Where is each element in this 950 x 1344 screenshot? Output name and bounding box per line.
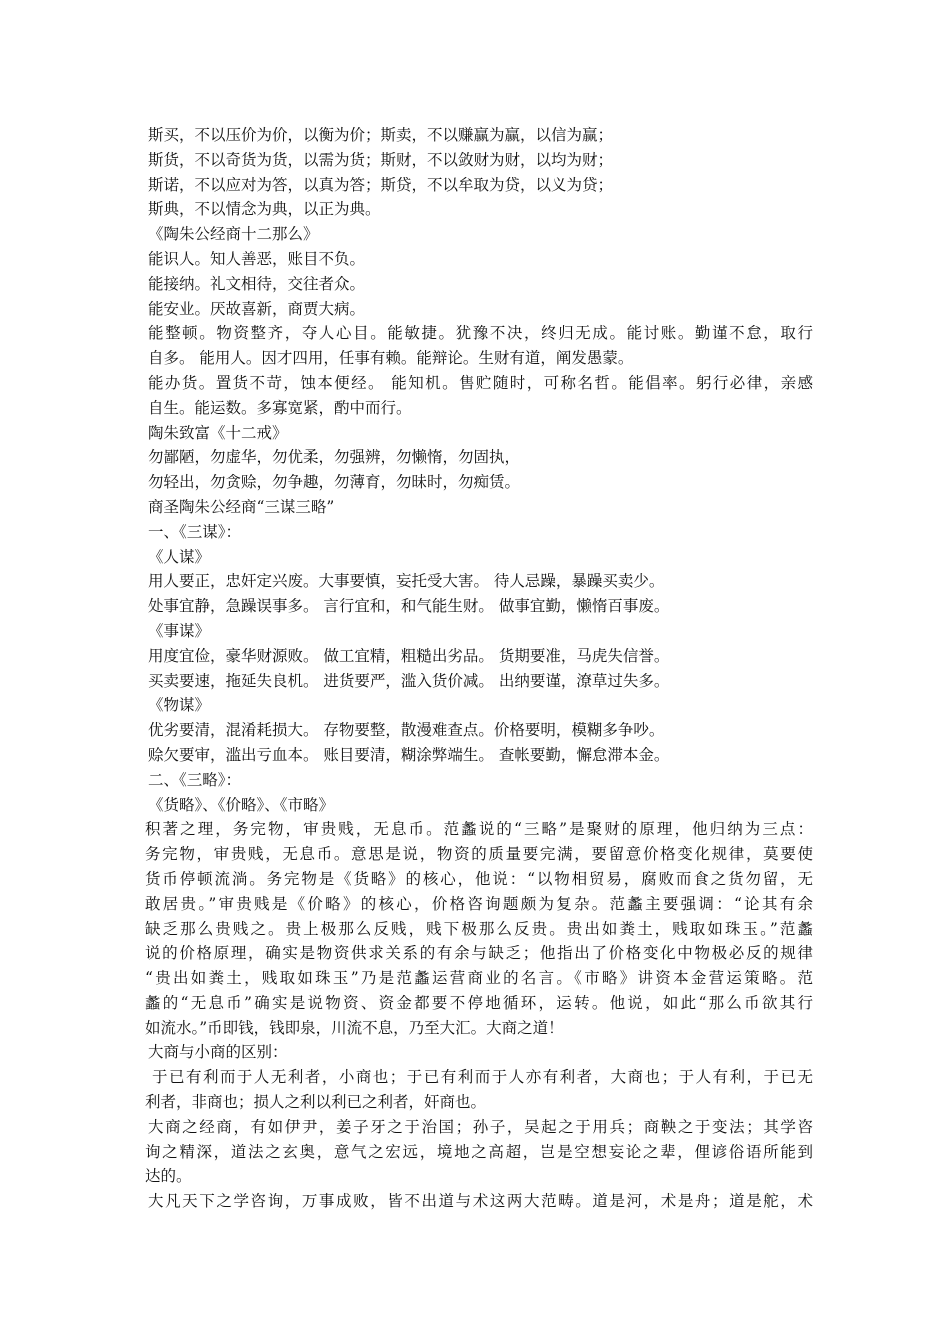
text-line: 陶朱致富《十二戒》	[148, 423, 288, 442]
text-line: 于已有利而于人无利者，小商也；于已有利而于人亦有利者，大商也；于人有利，于已无	[152, 1068, 813, 1087]
text-line: 勿轻出，勿贪赊，勿争趣，勿薄育，勿昧时，勿痴赁。	[148, 473, 521, 492]
text-line: 务完物，审贵贱，无息币。意思是说，物资的质量要完满，要留意价格变化规律，莫要使	[145, 845, 813, 864]
text-line: 勿鄙陋，勿虚华，勿优柔，勿强辨，勿懒惰，勿固执，	[148, 448, 521, 467]
text-line: 积著之理，务完物，审贵贱，无息币。范蠡说的“三略”是聚财的原理，他归纳为三点：	[145, 820, 813, 839]
text-line: 二、《三略》：	[148, 770, 242, 789]
text-line: 大凡天下之学咨询，万事成败，皆不出道与术这两大范畴。道是河，术是舟；道是舵，术	[148, 1192, 813, 1211]
text-line: 缺乏那么贵贱之。贵上极那么反贱，贱下极那么反贵。贵出如粪土，贱取如珠玉。”范蠡	[145, 919, 813, 938]
text-line: 《陶朱公经商十二那么》	[148, 225, 319, 244]
text-line: 能办货。置货不苛，蚀本便经。 能知机。售贮随时，可称名哲。能倡率。躬行必律，亲感	[148, 373, 813, 392]
text-line: 能识人。知人善恶，账目不负。	[148, 249, 366, 268]
text-line: 用度宜俭，豪华财源败。 做工宜精，粗糙出劣品。 货期要准，马虎失信誉。	[148, 646, 670, 665]
text-line: 能安业。厌故喜新，商贾大病。	[148, 299, 366, 318]
text-line: 斯货，不以奇货为货，以需为货；斯财，不以敛财为财，以均为财；	[148, 150, 614, 169]
text-line: 大商与小商的区别：	[148, 1043, 288, 1062]
text-line: 说的价格原理，确实是物资供求关系的有余与缺乏；他指出了价格变化中物极必反的规律	[145, 944, 813, 963]
text-line: 《货略》、《价略》、《市略》	[148, 795, 335, 814]
text-line: 商圣陶朱公经商“三谋三略”	[148, 497, 335, 516]
text-line: 货币停顿流淌。务完物是《货略》的核心，他说：“以物相贸易，腐败而食之货勿留，无	[145, 869, 813, 888]
text-line: 自生。能运数。多寡宽紧，酌中而行。	[148, 398, 412, 417]
text-line: 能整顿。物资整齐，夺人心目。能敏捷。犹豫不决，终归无成。能讨账。勤谨不怠，取行	[148, 324, 813, 343]
text-line: 能接纳。礼文相待，交往者众。	[148, 274, 366, 293]
text-line: 询之精深，道法之玄奥，意气之宏远，境地之高超，岂是空想妄论之辈，俚谚俗语所能到	[145, 1142, 813, 1161]
text-line: 敢居贵。”审贵贱是《价略》的核心，价格咨询题颇为复杂。范蠡主要强调：“论其有余	[145, 894, 813, 913]
text-line: 蠡的“无息币”确实是说物资、资金都要不停地循环，运转。他说，如此“那么币欲其行	[145, 993, 813, 1012]
text-line: 《物谋》	[148, 696, 211, 715]
text-line: 一、《三谋》：	[148, 522, 242, 541]
text-line: 优劣要清，混淆耗损大。 存物要整，散漫难查点。价格要明，模糊多争吵。	[148, 721, 665, 740]
text-line: 自多。 能用人。因才四用，任事有赖。能辩论。生财有道，阐发愚蒙。	[148, 349, 634, 368]
text-line: “贵出如粪土，贱取如珠玉”乃是范蠡运营商业的名言。《市略》讲资本金营运策略。范	[145, 969, 813, 988]
text-line: 大商之经商，有如伊尹，姜子牙之于治国；孙子，吴起之于用兵；商鞅之于变法；其学咨	[148, 1117, 813, 1136]
text-line: 斯买，不以压价为价，以衡为价；斯卖，不以赚赢为赢，以信为赢；	[148, 126, 614, 144]
text-line: 处事宜静，急躁误事多。 言行宜和，和气能生财。 做事宜勤，懒惰百事废。	[148, 597, 670, 616]
text-line: 利者，非商也；损人之利以利已之利者，奸商也。	[145, 1093, 487, 1112]
text-line: 买卖要速，拖延失良机。 进货要严，滥入货价减。 出纳要谨，潦草过失多。	[148, 671, 670, 690]
text-line: 用人要正，忠奸定兴废。大事要慎，妄托受大害。 待人忌躁，暴躁买卖少。	[148, 572, 665, 591]
text-line: 斯诺，不以应对为答，以真为答；斯贷，不以牟取为贷，以义为贷；	[148, 175, 614, 194]
text-line: 如流水。”币即钱，钱即泉，川流不息，乃至大汇。大商之道！	[145, 1018, 564, 1037]
document-page	[145, 123, 813, 1214]
text-line: 赊欠要审，滥出亏血本。 账目要清，糊涂弊端生。 查帐要勤，懈怠滞本金。	[148, 745, 670, 764]
text-line: 《事谋》	[148, 621, 211, 640]
text-line: 达的。	[145, 1167, 192, 1186]
text-line: 斯典，不以情念为典，以正为典。	[148, 200, 381, 219]
text-line: 《人谋》	[148, 547, 211, 566]
